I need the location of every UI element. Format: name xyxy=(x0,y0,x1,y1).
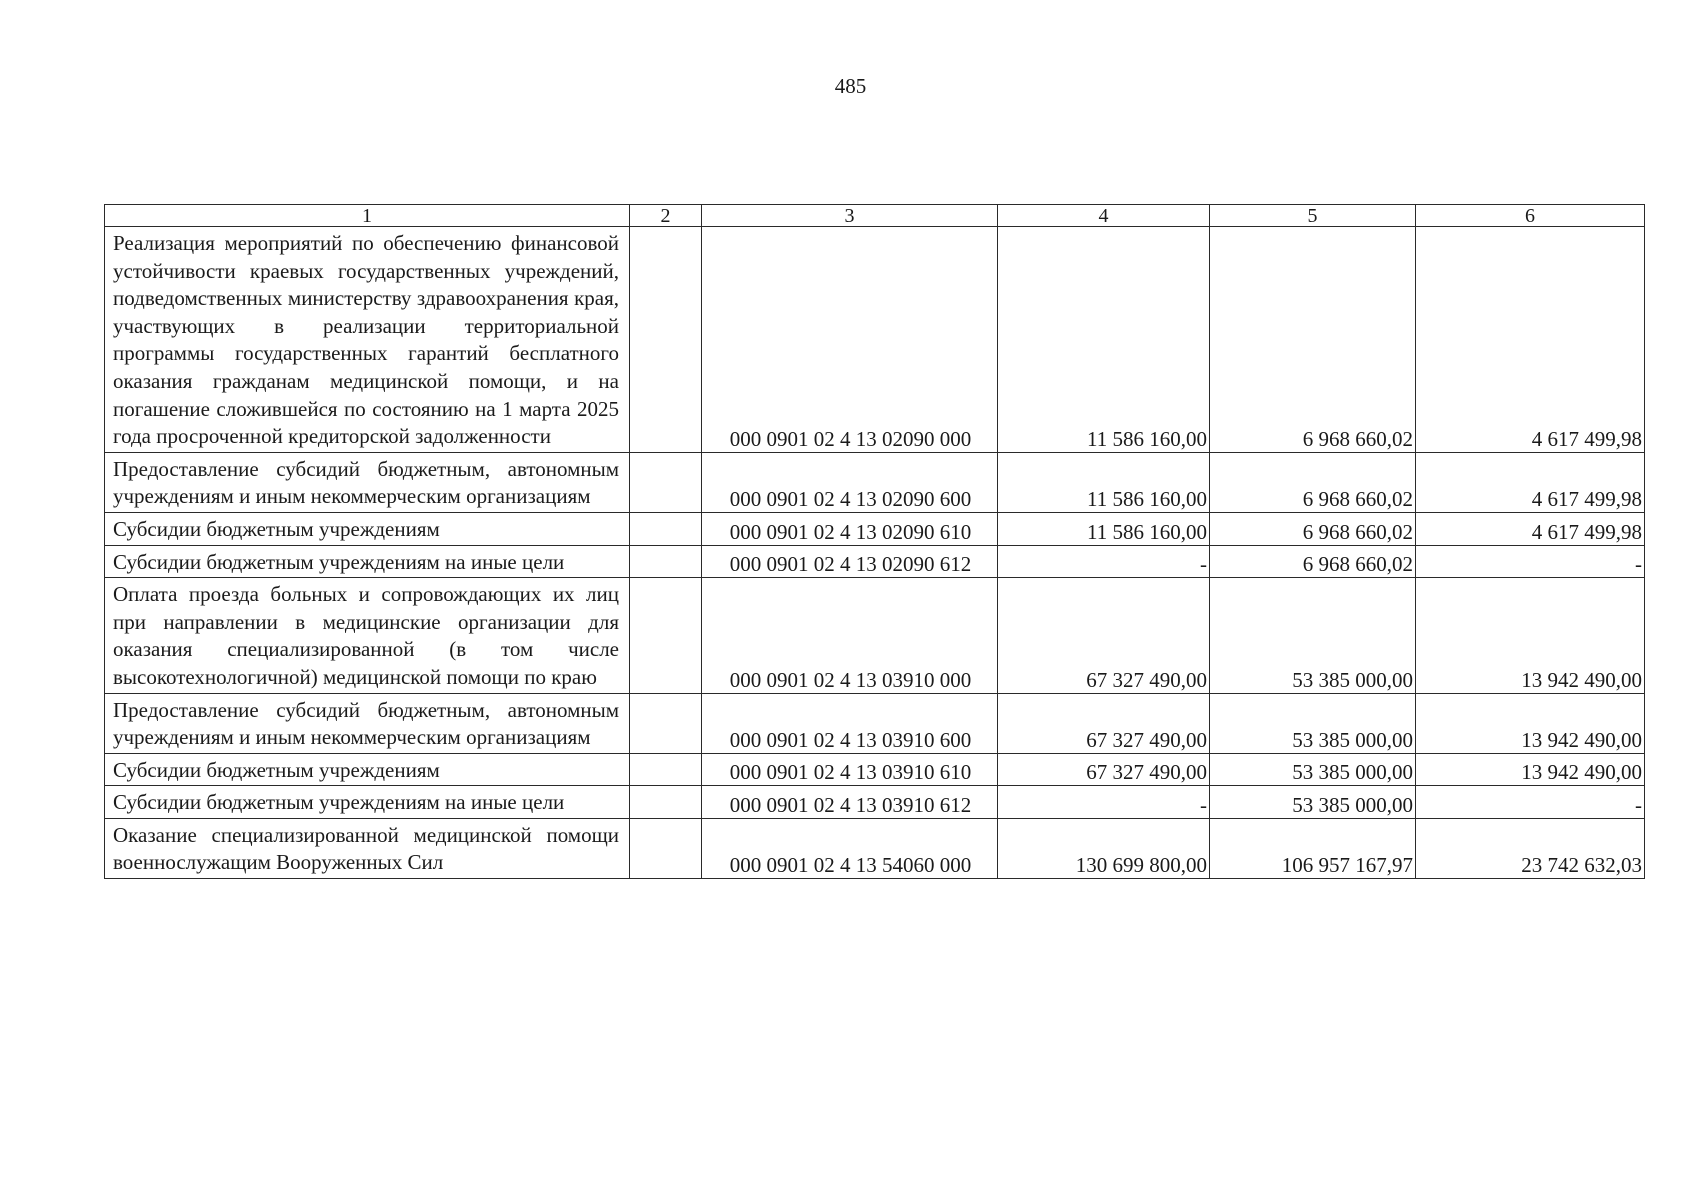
row-col2 xyxy=(630,578,702,693)
row-col6: 13 942 490,00 xyxy=(1416,753,1645,786)
row-col4: 130 699 800,00 xyxy=(998,818,1210,878)
budget-table xyxy=(104,204,1645,879)
row-col6: 23 742 632,03 xyxy=(1416,818,1645,878)
row-col6: - xyxy=(1416,786,1645,819)
header-row xyxy=(105,205,1645,227)
row-col6: 13 942 490,00 xyxy=(1416,693,1645,753)
row-code: 000 0901 02 4 13 02090 600 xyxy=(702,452,998,512)
column-header-1: 1 xyxy=(105,205,630,227)
table-row xyxy=(105,545,1645,578)
row-code: 000 0901 02 4 13 03910 610 xyxy=(702,753,998,786)
row-col4: - xyxy=(998,545,1210,578)
row-col4: 67 327 490,00 xyxy=(998,753,1210,786)
row-code: 000 0901 02 4 13 54060 000 xyxy=(702,818,998,878)
table-row xyxy=(105,512,1645,545)
row-name: Оплата проезда больных и сопровождающих их лиц при направлении в медицинские организации для оказания специализированной (в том числе высокотехнологичной) медицинской помощи по краю xyxy=(105,578,630,693)
row-col2 xyxy=(630,786,702,819)
row-col5: 53 385 000,00 xyxy=(1210,786,1416,819)
row-col5: 6 968 660,02 xyxy=(1210,512,1416,545)
row-col4: 11 586 160,00 xyxy=(998,227,1210,453)
row-name: Субсидии бюджетным учреждениям xyxy=(105,512,630,545)
row-col4: 67 327 490,00 xyxy=(998,578,1210,693)
row-col6: 4 617 499,98 xyxy=(1416,227,1645,453)
row-name: Реализация мероприятий по обеспечению финансовой устойчивости краевых государственных учреждений, подведомственных министерству здравоохранения края, участвующих в реализации территориальной программы государственных гарантий бесплатного оказания гражданам медицинской помощи, и на погашение сложившейся по состоянию на 1 марта 2025 года просроченной кредиторской задолженности xyxy=(105,227,630,453)
row-code: 000 0901 02 4 13 03910 600 xyxy=(702,693,998,753)
row-name: Субсидии бюджетным учреждениям на иные цели xyxy=(105,545,630,578)
table-row xyxy=(105,786,1645,819)
row-col5: 53 385 000,00 xyxy=(1210,753,1416,786)
table-row xyxy=(105,818,1645,878)
row-name: Оказание специализированной медицинской помощи военнослужащим Вооруженных Сил xyxy=(105,818,630,878)
column-header-5: 5 xyxy=(1210,205,1416,227)
column-header-4: 4 xyxy=(998,205,1210,227)
row-col6: - xyxy=(1416,545,1645,578)
row-col6: 4 617 499,98 xyxy=(1416,452,1645,512)
row-col6: 13 942 490,00 xyxy=(1416,578,1645,693)
column-header-2: 2 xyxy=(630,205,702,227)
row-col2 xyxy=(630,818,702,878)
row-col5: 6 968 660,02 xyxy=(1210,452,1416,512)
row-col4: 11 586 160,00 xyxy=(998,512,1210,545)
row-col6: 4 617 499,98 xyxy=(1416,512,1645,545)
row-col5: 6 968 660,02 xyxy=(1210,545,1416,578)
row-name: Предоставление субсидий бюджетным, автономным учреждениям и иным некоммерческим организациям xyxy=(105,452,630,512)
column-header-6: 6 xyxy=(1416,205,1645,227)
row-col2 xyxy=(630,452,702,512)
row-col2 xyxy=(630,227,702,453)
row-code: 000 0901 02 4 13 03910 612 xyxy=(702,786,998,819)
row-name: Субсидии бюджетным учреждениям на иные цели xyxy=(105,786,630,819)
row-col5: 53 385 000,00 xyxy=(1210,578,1416,693)
table-row xyxy=(105,693,1645,753)
row-col2 xyxy=(630,512,702,545)
row-code: 000 0901 02 4 13 02090 000 xyxy=(702,227,998,453)
table-row xyxy=(105,753,1645,786)
row-code: 000 0901 02 4 13 03910 000 xyxy=(702,578,998,693)
row-col4: 67 327 490,00 xyxy=(998,693,1210,753)
table-row xyxy=(105,452,1645,512)
row-col2 xyxy=(630,545,702,578)
table-row xyxy=(105,578,1645,693)
row-col2 xyxy=(630,693,702,753)
row-col2 xyxy=(630,753,702,786)
table-row xyxy=(105,227,1645,453)
row-col5: 6 968 660,02 xyxy=(1210,227,1416,453)
column-header-3: 3 xyxy=(702,205,998,227)
row-code: 000 0901 02 4 13 02090 610 xyxy=(702,512,998,545)
row-name: Субсидии бюджетным учреждениям xyxy=(105,753,630,786)
row-col5: 53 385 000,00 xyxy=(1210,693,1416,753)
row-col4: 11 586 160,00 xyxy=(998,452,1210,512)
row-name: Предоставление субсидий бюджетным, автономным учреждениям и иным некоммерческим организациям xyxy=(105,693,630,753)
page-number: 485 xyxy=(834,74,867,98)
row-col4: - xyxy=(998,786,1210,819)
row-col5: 106 957 167,97 xyxy=(1210,818,1416,878)
row-code: 000 0901 02 4 13 02090 612 xyxy=(702,545,998,578)
